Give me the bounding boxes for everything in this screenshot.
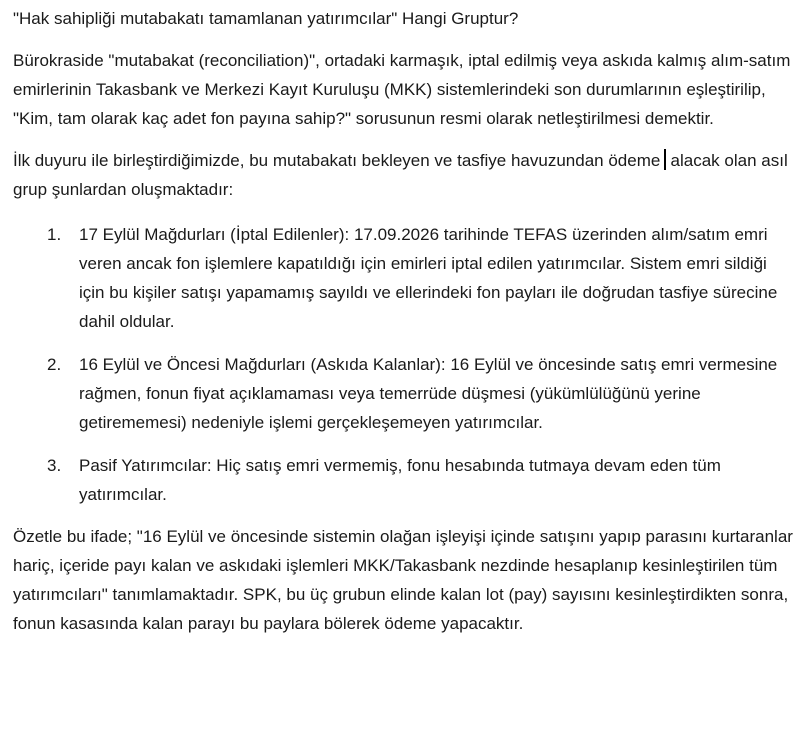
- list-item: [13, 220, 795, 336]
- list-item-text: 16 Eylül ve Öncesi Mağdurları (Askıda Kalanlar): 16 Eylül ve öncesinde satış emri vermesine rağmen, fonun fiyat açıklamaması veya temerrüde düşmesi (yükümlülüğünü yerine getirememesi) nedeniyle işlemi gerçekleşemeyen yatırımcılar.: [79, 355, 778, 432]
- paragraph-reconciliation-definition: Bürokraside "mutabakat (reconciliation)", ortadaki karmaşık, iptal edilmiş veya askıda kalmış alım-satım emirlerinin Takasbank ve Merkezi Kayıt Kuruluşu (MKK) sistemlerindeki son durumlarının eşleştirilip, "Kim, tam olarak kaç adet fon payına sahip?" sorusunun resmi olarak netleştirilmesi demektir.: [13, 51, 791, 128]
- paragraph-group-intro-text: İlk duyuru ile birleştirdiğimizde, bu mutabakatı bekleyen ve tasfiye havuzundan ödeme alacak olan asıl grup şunlardan oluşmaktadır:: [13, 151, 788, 199]
- list-item: [13, 350, 795, 437]
- document-heading: "Hak sahipliği mutabakatı tamamlanan yatırımcılar" Hangi Gruptur?: [13, 9, 519, 28]
- document-body[interactable]: [13, 4, 795, 638]
- list-item-number: 3.: [47, 456, 62, 475]
- paragraph-group-intro: [13, 146, 795, 204]
- list-item-text: Pasif Yatırımcılar: Hiç satış emri vermemiş, fonu hesabında tutmaya devam eden tüm yatırımcılar.: [79, 456, 721, 504]
- paragraph-summary: Özetle bu ifade; "16 Eylül ve öncesinde sistemin olağan işleyişi içinde satışını yapıp parasını kurtaranlar hariç, içeride payı kalan ve askıdaki işlemleri MKK/Takasbank nezdinde hesaplanıp kesinleştirilen tüm yatırımcıları" tanımlamaktadır. SPK, bu üç grubun elinde kalan lot (pay) sayısını kesinleştirdikten sonra, fonun kasasında kalan parayı bu paylara bölerek ödeme yapacaktır.: [13, 527, 793, 633]
- investor-group-list: [13, 220, 795, 509]
- text-cursor: [664, 149, 666, 170]
- list-item: [13, 451, 795, 509]
- list-item-number: 2.: [47, 355, 62, 374]
- list-item-text: 17 Eylül Mağdurları (İptal Edilenler): 17.09.2026 tarihinde TEFAS üzerinden alım/satım emri veren ancak fon işlemlere kapatıldığı için emirleri iptal edilen yatırımcılar. Sistem emri sildiği için bu kişiler satışı yapamamış sayıldı ve ellerindeki fon payları ile doğrudan tasfiye sürecine dahil oldular.: [79, 225, 778, 331]
- list-item-number: 1.: [47, 225, 62, 244]
